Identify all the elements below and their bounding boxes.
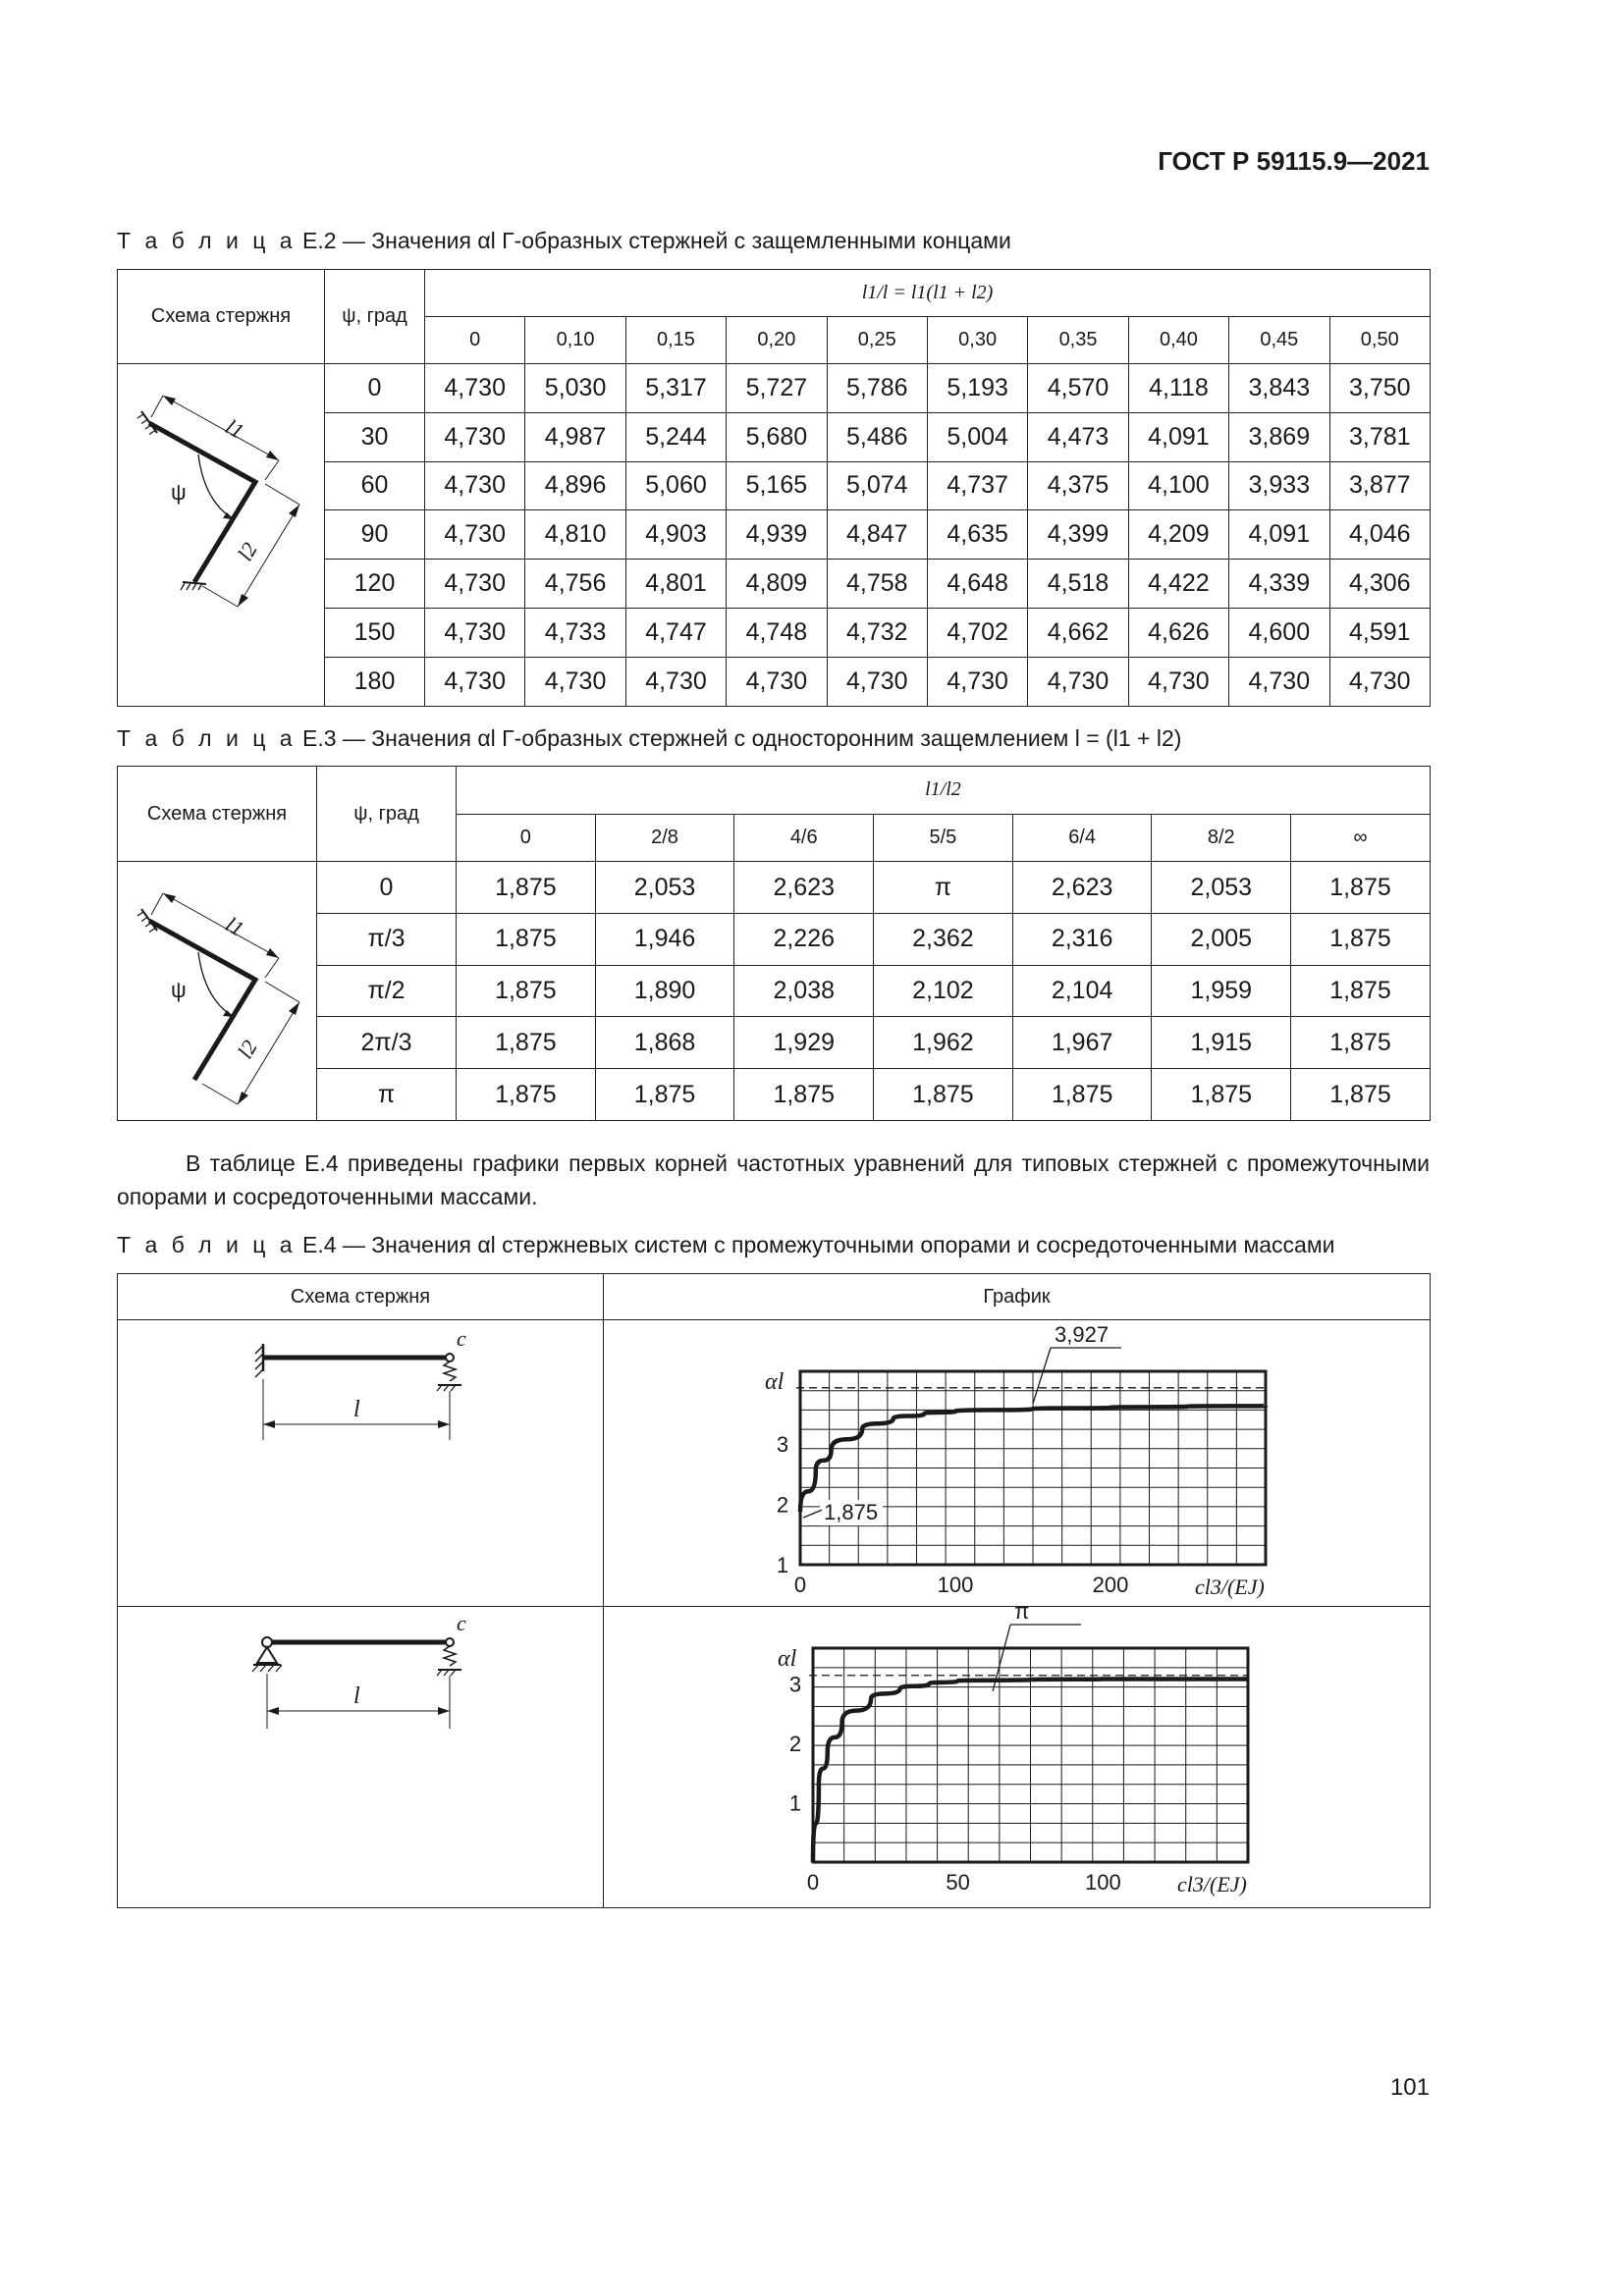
rod-schema-figure xyxy=(128,872,317,1117)
value-cell: 4,730 xyxy=(425,364,525,413)
column-header: 0,40 xyxy=(1128,317,1228,364)
value-cell: 3,843 xyxy=(1229,364,1329,413)
value-cell: 2,362 xyxy=(874,913,1013,965)
value-cell: 1,875 xyxy=(1291,965,1431,1017)
value-cell: 4,662 xyxy=(1028,608,1128,657)
value-cell: 5,486 xyxy=(827,412,927,461)
psi-cell: 0 xyxy=(317,862,457,914)
value-cell: 2,316 xyxy=(1012,913,1152,965)
column-header: ∞ xyxy=(1291,814,1431,862)
pinned-spring-scheme xyxy=(118,1607,604,1908)
value-cell: 4,939 xyxy=(727,510,827,560)
scheme-cell-1 xyxy=(118,1320,604,1607)
value-cell: 4,730 xyxy=(425,657,525,706)
value-cell: 4,730 xyxy=(425,412,525,461)
caption-lead: Т а б л и ц а xyxy=(117,725,297,751)
y-tick-label: 3 xyxy=(788,1672,802,1697)
caption-text: Е.4 — Значения αl стержневых систем с промежуточными опорами и сосредоточенными массами xyxy=(301,1232,1335,1257)
value-cell: 4,730 xyxy=(625,657,726,706)
ratio-header: l1/l = l1(l1 + l2) xyxy=(425,270,1431,317)
annotation-start: 1,875 xyxy=(824,1500,879,1525)
caption-text: Е.3 — Значения αl Г-образных стержней с односторонним защемлением l = (l1 + l2) xyxy=(301,725,1182,751)
value-cell: 5,193 xyxy=(927,364,1027,413)
table-row xyxy=(118,862,1431,914)
value-cell: 1,868 xyxy=(595,1017,734,1069)
value-cell: 4,733 xyxy=(525,608,625,657)
value-cell: 1,929 xyxy=(734,1017,874,1069)
value-cell: 1,875 xyxy=(457,1069,596,1121)
value-cell: 1,946 xyxy=(595,913,734,965)
value-cell: 4,591 xyxy=(1329,608,1431,657)
value-cell: 4,730 xyxy=(827,657,927,706)
value-cell: 1,875 xyxy=(1291,913,1431,965)
x-tick-label: 100 xyxy=(937,1573,974,1597)
value-cell: 4,635 xyxy=(927,510,1027,560)
psi-cell: 30 xyxy=(325,412,425,461)
x-tick-label: 0 xyxy=(793,1573,807,1597)
value-cell: 4,306 xyxy=(1329,560,1431,609)
graph-cell-1 xyxy=(604,1320,1431,1607)
value-cell: 2,226 xyxy=(734,913,874,965)
value-cell: 4,732 xyxy=(827,608,927,657)
value-cell: 4,747 xyxy=(625,608,726,657)
value-cell: 1,875 xyxy=(1012,1069,1152,1121)
value-cell: 4,600 xyxy=(1229,608,1329,657)
table-e4 xyxy=(117,1273,1431,1908)
value-cell: 4,091 xyxy=(1229,510,1329,560)
column-header: 0,10 xyxy=(525,317,625,364)
value-cell: 2,038 xyxy=(734,965,874,1017)
psi-cell: 2π/3 xyxy=(317,1017,457,1069)
value-cell: 4,730 xyxy=(927,657,1027,706)
column-header: 0,15 xyxy=(625,317,726,364)
value-cell: 4,896 xyxy=(525,461,625,510)
annotation-top: 3,927 xyxy=(1055,1322,1110,1347)
scheme-cell-2 xyxy=(118,1607,604,1908)
value-cell: 1,875 xyxy=(1291,1069,1431,1121)
value-cell: 2,053 xyxy=(1152,862,1291,914)
value-cell: 3,750 xyxy=(1329,364,1431,413)
x-tick-label: 0 xyxy=(806,1870,820,1895)
caption-lead: Т а б л и ц а xyxy=(117,1232,297,1257)
value-cell: 2,053 xyxy=(595,862,734,914)
value-cell: 1,875 xyxy=(734,1069,874,1121)
value-cell: 4,730 xyxy=(425,560,525,609)
rod-schema-figure xyxy=(128,374,324,619)
x-tick-label: 50 xyxy=(946,1870,970,1895)
column-header: 8/2 xyxy=(1152,814,1291,862)
psi-cell: 0 xyxy=(325,364,425,413)
value-cell: 4,730 xyxy=(425,510,525,560)
psi-header: ψ, град xyxy=(325,270,425,364)
y-tick-label: 2 xyxy=(788,1731,802,1756)
value-cell: 4,626 xyxy=(1128,608,1228,657)
psi-cell: π xyxy=(317,1069,457,1121)
alpha-l-chart-1 xyxy=(604,1320,1431,1607)
y-axis-label: αl xyxy=(765,1369,785,1395)
value-cell: 4,209 xyxy=(1128,510,1228,560)
value-cell: 3,877 xyxy=(1329,461,1431,510)
value-cell: 4,730 xyxy=(1028,657,1128,706)
value-cell: 2,102 xyxy=(874,965,1013,1017)
value-cell: 2,623 xyxy=(1012,862,1152,914)
schema-cell xyxy=(118,862,317,1121)
y-tick-label: 1 xyxy=(776,1553,789,1577)
value-cell: 1,875 xyxy=(457,862,596,914)
table-e2 xyxy=(117,269,1431,707)
schema-cell xyxy=(118,364,325,707)
l1-label: l1 xyxy=(221,911,248,942)
column-header: 5/5 xyxy=(874,814,1013,862)
value-cell: 4,809 xyxy=(727,560,827,609)
table-e3-caption xyxy=(117,725,1181,752)
value-cell: 1,962 xyxy=(874,1017,1013,1069)
value-cell: 2,005 xyxy=(1152,913,1291,965)
value-cell: 4,100 xyxy=(1128,461,1228,510)
y-axis-label: αl xyxy=(778,1646,797,1672)
x-tick-label: 100 xyxy=(1084,1870,1121,1895)
value-cell: 1,967 xyxy=(1012,1017,1152,1069)
table-row xyxy=(118,364,1431,413)
value-cell: 2,623 xyxy=(734,862,874,914)
value-cell: 5,060 xyxy=(625,461,726,510)
value-cell: 4,801 xyxy=(625,560,726,609)
y-tick-label: 2 xyxy=(776,1492,789,1518)
value-cell: 5,727 xyxy=(727,364,827,413)
column-header: 4/6 xyxy=(734,814,874,862)
value-cell: 5,030 xyxy=(525,364,625,413)
value-cell: 4,399 xyxy=(1028,510,1128,560)
annotation-leader xyxy=(1033,1348,1051,1404)
length-label: l xyxy=(353,1683,360,1709)
value-cell: 3,869 xyxy=(1229,412,1329,461)
column-header: 6/4 xyxy=(1012,814,1152,862)
value-cell: 4,730 xyxy=(425,608,525,657)
column-header: 0 xyxy=(457,814,596,862)
value-cell: 1,875 xyxy=(1291,862,1431,914)
value-cell: 1,875 xyxy=(457,1017,596,1069)
value-cell: 4,730 xyxy=(1128,657,1228,706)
column-header: 0,45 xyxy=(1229,317,1329,364)
value-cell: 4,987 xyxy=(525,412,625,461)
value-cell: 1,875 xyxy=(457,913,596,965)
spring-label: c xyxy=(457,1326,466,1351)
column-header: 0,50 xyxy=(1329,317,1431,364)
value-cell: 5,680 xyxy=(727,412,827,461)
value-cell: 1,875 xyxy=(457,965,596,1017)
value-cell: 1,875 xyxy=(1152,1069,1291,1121)
value-cell: 1,915 xyxy=(1152,1017,1291,1069)
psi-cell: 90 xyxy=(325,510,425,560)
ratio-header: l1/l2 xyxy=(457,767,1431,815)
body-paragraph: В таблице Е.4 приведены графики первых корней частотных уравнений для типовых стержней с промежуточными опорами и сосредоточенными массами. xyxy=(117,1150,1430,1209)
value-cell: 4,730 xyxy=(727,657,827,706)
value-cell: 4,375 xyxy=(1028,461,1128,510)
value-cell: 3,933 xyxy=(1229,461,1329,510)
psi-cell: 60 xyxy=(325,461,425,510)
value-cell: 4,118 xyxy=(1128,364,1228,413)
value-cell: 4,570 xyxy=(1028,364,1128,413)
column-header: 2/8 xyxy=(595,814,734,862)
l2-label: l2 xyxy=(232,538,262,565)
value-cell: 4,702 xyxy=(927,608,1027,657)
caption-text: Е.2 — Значения αl Г-образных стержней с защемленными концами xyxy=(301,228,1011,253)
psi-cell: 180 xyxy=(325,657,425,706)
psi-cell: π/2 xyxy=(317,965,457,1017)
alpha-l-chart-2 xyxy=(604,1607,1431,1908)
value-cell: 1,875 xyxy=(874,1069,1013,1121)
value-cell: 4,473 xyxy=(1028,412,1128,461)
length-label: l xyxy=(353,1397,360,1422)
chart-grid xyxy=(800,1371,1266,1565)
psi-cell: 120 xyxy=(325,560,425,609)
x-tick-label: 200 xyxy=(1092,1573,1129,1597)
psi-cell: π/3 xyxy=(317,913,457,965)
value-cell: 4,046 xyxy=(1329,510,1431,560)
column-header: 0,35 xyxy=(1028,317,1128,364)
column-header: 0,30 xyxy=(927,317,1027,364)
y-tick-label: 1 xyxy=(788,1790,802,1816)
value-cell: 5,786 xyxy=(827,364,927,413)
page-number: 101 xyxy=(1389,2074,1430,2101)
value-cell: 4,730 xyxy=(1229,657,1329,706)
value-cell: 2,104 xyxy=(1012,965,1152,1017)
cantilever-spring-scheme xyxy=(118,1320,604,1607)
schema-header: Схема стержня xyxy=(118,767,317,862)
value-cell: 1,890 xyxy=(595,965,734,1017)
schema-header: Схема стержня xyxy=(118,270,325,364)
value-cell: 5,074 xyxy=(827,461,927,510)
psi-label: ψ xyxy=(171,978,187,1003)
column-header: 0 xyxy=(425,317,525,364)
spring-label: c xyxy=(457,1611,466,1635)
psi-header: ψ, град xyxy=(317,767,457,862)
value-cell: 5,317 xyxy=(625,364,726,413)
value-cell: 4,737 xyxy=(927,461,1027,510)
document-header: ГОСТ Р 59115.9—2021 xyxy=(1158,146,1430,176)
value-cell: 4,758 xyxy=(827,560,927,609)
value-cell: 4,903 xyxy=(625,510,726,560)
x-axis-label: cl3/(EJ) xyxy=(1195,1575,1265,1599)
graph-header: График xyxy=(604,1274,1431,1320)
value-cell: 4,730 xyxy=(425,461,525,510)
value-cell: 4,748 xyxy=(727,608,827,657)
value-cell: 4,339 xyxy=(1229,560,1329,609)
y-tick-label: 3 xyxy=(776,1431,789,1457)
annotation-top: π xyxy=(1014,1607,1030,1624)
value-cell: 1,875 xyxy=(595,1069,734,1121)
value-cell: 4,422 xyxy=(1128,560,1228,609)
value-cell: π xyxy=(874,862,1013,914)
value-cell: 4,847 xyxy=(827,510,927,560)
value-cell: 5,165 xyxy=(727,461,827,510)
value-cell: 1,875 xyxy=(1291,1017,1431,1069)
l2-label: l2 xyxy=(232,1036,262,1063)
value-cell: 4,648 xyxy=(927,560,1027,609)
l1-label: l1 xyxy=(221,413,248,444)
psi-cell: 150 xyxy=(325,608,425,657)
value-cell: 3,781 xyxy=(1329,412,1431,461)
x-axis-label: cl3/(EJ) xyxy=(1177,1872,1247,1896)
schema-header: Схема стержня xyxy=(118,1274,604,1320)
caption-lead: Т а б л и ц а xyxy=(117,228,297,253)
value-cell: 5,004 xyxy=(927,412,1027,461)
value-cell: 4,756 xyxy=(525,560,625,609)
value-cell: 4,091 xyxy=(1128,412,1228,461)
psi-label: ψ xyxy=(171,480,187,505)
table-e3 xyxy=(117,766,1431,1121)
column-header: 0,20 xyxy=(727,317,827,364)
table-e2-caption xyxy=(117,228,1011,254)
table-e4-caption xyxy=(117,1232,1335,1258)
value-cell: 4,730 xyxy=(1329,657,1431,706)
value-cell: 4,518 xyxy=(1028,560,1128,609)
column-header: 0,25 xyxy=(827,317,927,364)
value-cell: 5,244 xyxy=(625,412,726,461)
value-cell: 4,730 xyxy=(525,657,625,706)
value-cell: 4,810 xyxy=(525,510,625,560)
graph-cell-2 xyxy=(604,1607,1431,1908)
value-cell: 1,959 xyxy=(1152,965,1291,1017)
